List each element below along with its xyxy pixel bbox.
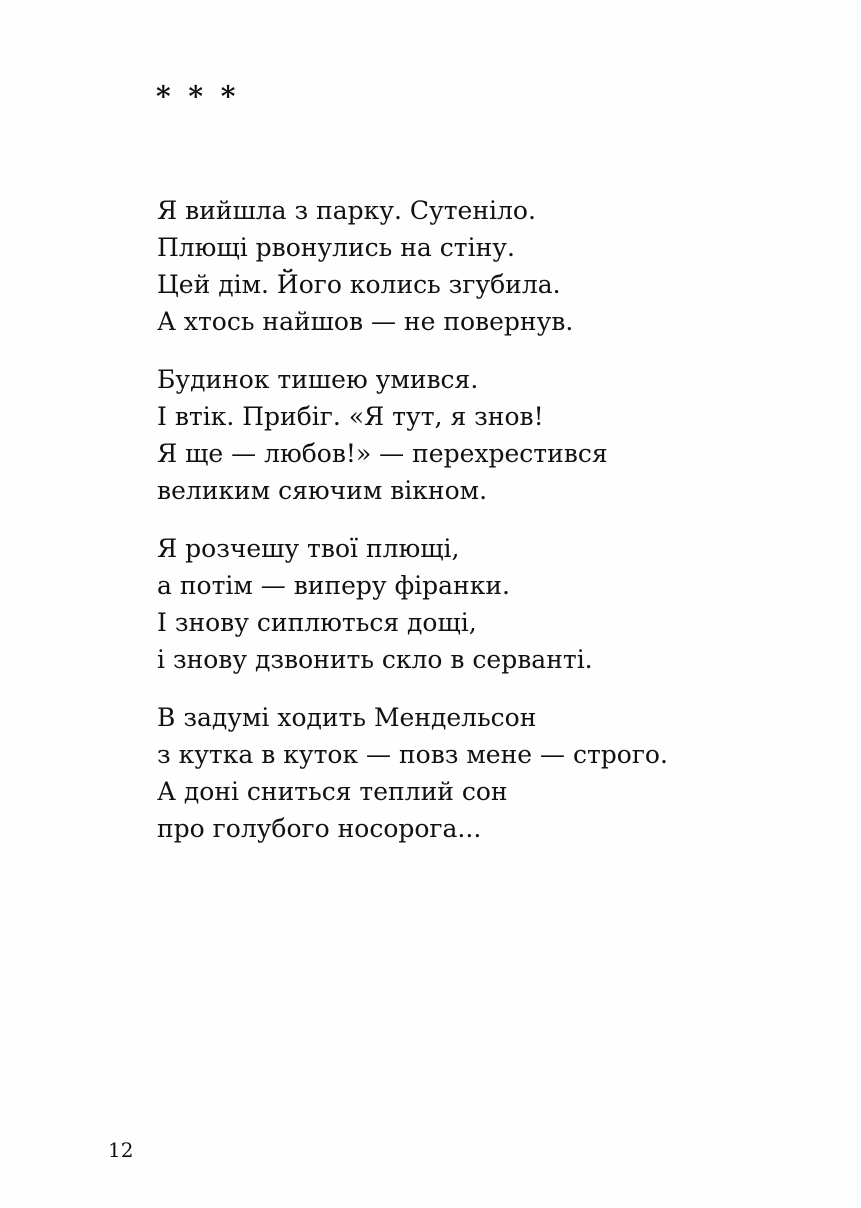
poem-line: Я розчешу твої плющі, (157, 534, 460, 563)
poem-line: А хтось найшов — не повернув. (157, 307, 574, 336)
poem-line: а потім — виперу фіранки. (157, 571, 510, 600)
poem-line: про голубого носорога... (157, 814, 482, 843)
poem-line: Цей дім. Його колись згубила. (157, 270, 561, 299)
poem-line: А доні сниться теплий сон (157, 777, 508, 806)
poem-line: І знову сиплються дощі, (157, 608, 477, 637)
section-ornament: * * * (156, 80, 240, 113)
stanza (157, 361, 757, 509)
stanza (157, 530, 757, 678)
page-number: 12 (108, 1138, 134, 1162)
poem (157, 192, 757, 868)
poem-line: великим сяючим вікном. (157, 476, 488, 505)
poem-line: і знову дзвонить скло в серванті. (157, 645, 593, 674)
poem-line: І втік. Прибіг. «Я тут, я знов! (157, 402, 544, 431)
stanza (157, 699, 757, 847)
poem-line: Будинок тишею умився. (157, 365, 479, 394)
poem-line: Плющі рвонулись на стіну. (157, 233, 515, 262)
poem-line: В задумі ходить Мендельсон (157, 703, 537, 732)
poem-line: з кутка в куток — повз мене — строго. (157, 740, 668, 769)
stanza (157, 192, 757, 340)
poem-line: Я ще — любов!» — перехрестився (157, 439, 608, 468)
poem-line: Я вийшла з парку. Сутеніло. (157, 196, 536, 225)
